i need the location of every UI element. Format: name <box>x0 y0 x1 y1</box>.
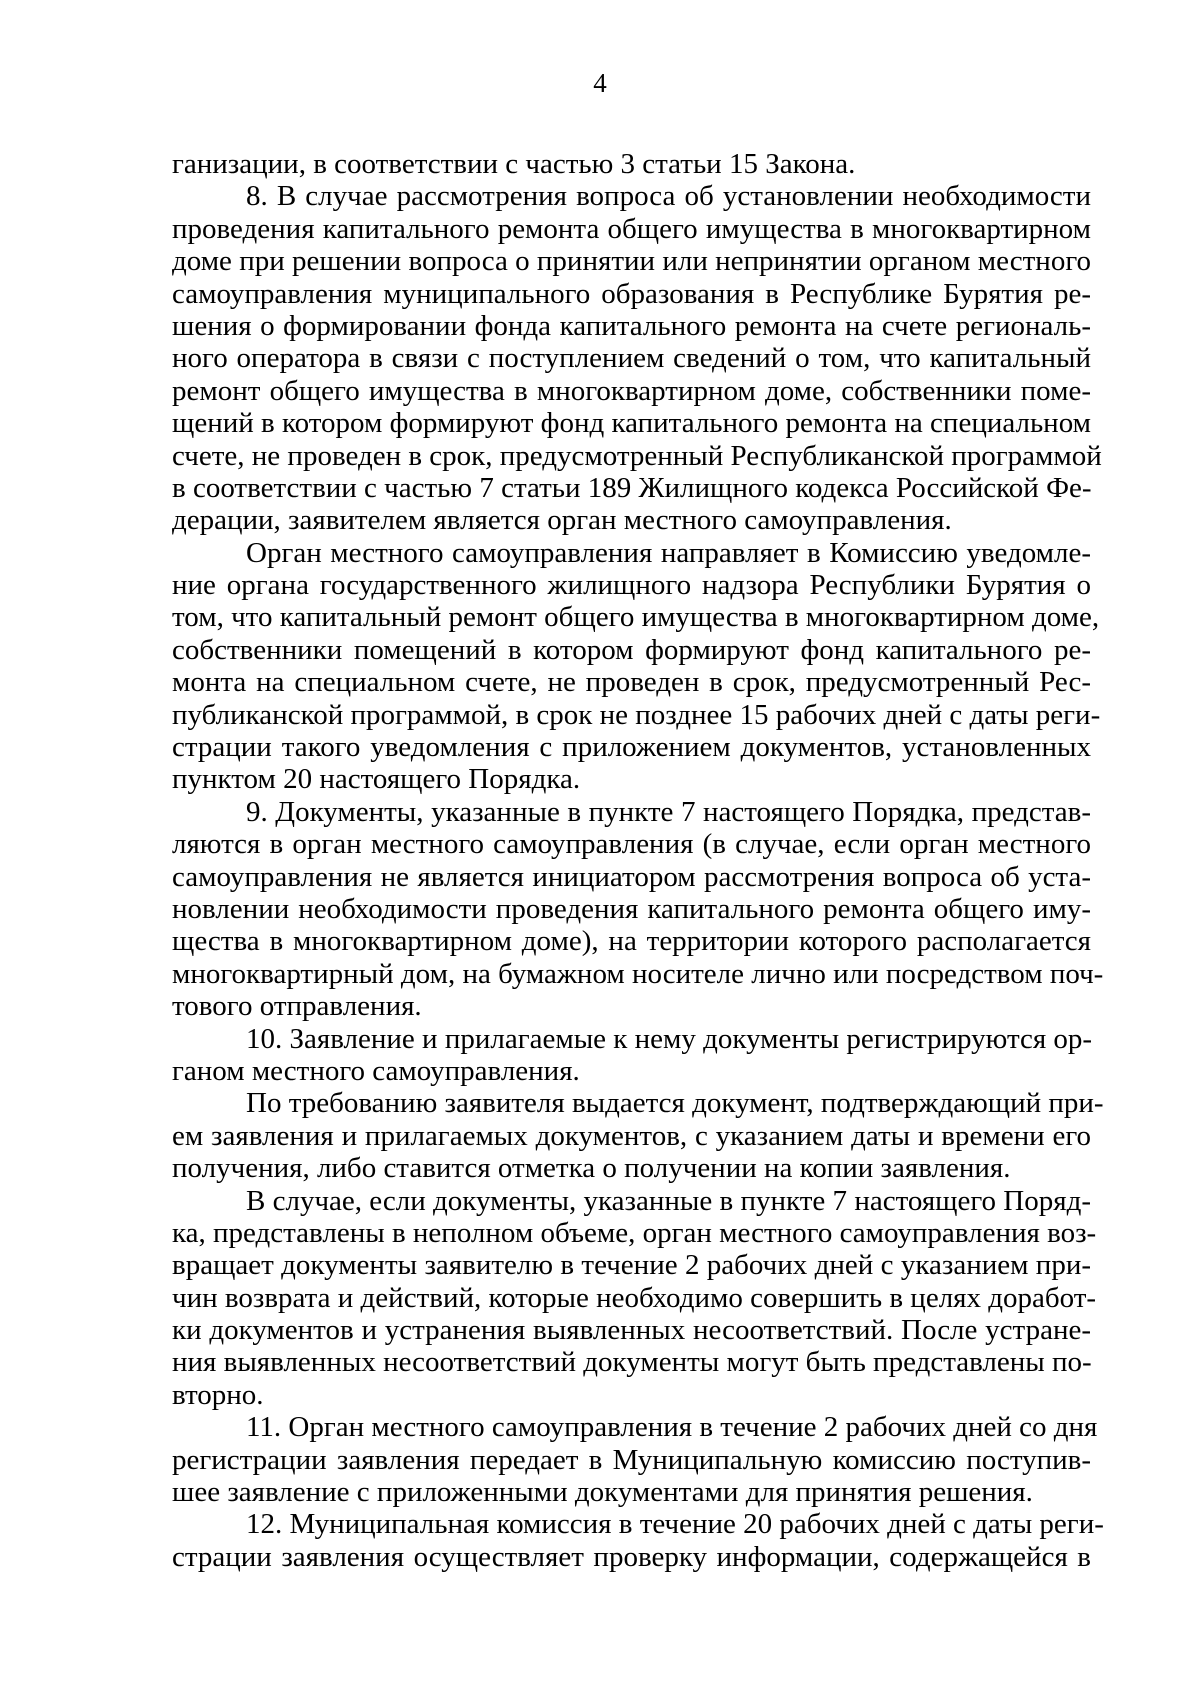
text-line: регистрации заявления передает в Муниципальную комиссию поступив- <box>172 1443 1091 1476</box>
text-line: 11. Орган местного самоуправления в течение 2 рабочих дней со дня <box>246 1411 1098 1444</box>
paragraph <box>172 1411 1098 1509</box>
text-line: самоуправления муниципального образования в Республике Бурятия ре- <box>172 277 1091 310</box>
text-line: щества в многоквартирном доме), на территории которого располагается <box>172 925 1091 958</box>
text-line: чин возврата и действий, которые необходимо совершить в целях доработ- <box>172 1281 1097 1314</box>
text-line: ганом местного самоуправления. <box>172 1054 580 1087</box>
text-line: многоквартирный дом, на бумажном носителе лично или посредством поч- <box>172 957 1104 990</box>
text-line: собственники помещений в котором формируют фонд капитального ре- <box>172 633 1091 666</box>
text-line: в соответствии с частью 7 статьи 189 Жилищного кодекса Российской Фе- <box>172 471 1092 504</box>
text-line: 12. Муниципальная комиссия в течение 20 рабочих дней с даты реги- <box>246 1508 1104 1541</box>
text-line: новлении необходимости проведения капитального ремонта общего иму- <box>172 892 1091 925</box>
text-line: 10. Заявление и прилагаемые к нему документы регистрируются ор- <box>246 1022 1093 1055</box>
text-line: ка, представлены в неполном объеме, орган местного самоуправления воз- <box>172 1216 1097 1249</box>
text-line: вторно. <box>172 1378 264 1411</box>
text-line: шения о формировании фонда капитального ремонта на счете региональ- <box>172 309 1091 342</box>
document-body <box>172 148 1104 1573</box>
paragraph <box>172 1184 1097 1412</box>
text-line: получения, либо ставится отметка о получении на копии заявления. <box>172 1152 1011 1185</box>
text-line: пунктом 20 настоящего Порядка. <box>172 763 581 796</box>
paragraph <box>172 795 1104 1023</box>
text-line: ляются в орган местного самоуправления (в случае, если орган местного <box>172 828 1091 861</box>
text-line: ремонт общего имущества в многоквартирном доме, собственники поме- <box>172 374 1091 407</box>
paragraph <box>172 1087 1104 1185</box>
text-line: 9. Документы, указанные в пункте 7 настоящего Порядка, представ- <box>246 795 1091 828</box>
text-line: ного оператора в связи с поступлением сведений о том, что капитальный <box>172 342 1091 375</box>
page-number: 4 <box>593 68 607 98</box>
text-line: монта на специальном счете, не проведен в срок, предусмотренный Рес- <box>172 666 1091 699</box>
text-line: щений в котором формируют фонд капитального ремонта на специальном <box>172 407 1091 440</box>
text-line: вращает документы заявителю в течение 2 рабочих дней с указанием при- <box>172 1249 1091 1282</box>
text-line: ки документов и устранения выявленных несоответствий. После устране- <box>172 1314 1091 1347</box>
text-line: страции такого уведомления с приложением документов, установленных <box>172 731 1091 764</box>
text-line: самоуправления не является инициатором рассмотрения вопроса об уста- <box>172 860 1091 893</box>
paragraph <box>172 148 1091 180</box>
text-line: тового отправления. <box>172 990 422 1023</box>
text-line: По требованию заявителя выдается документ, подтверждающий при- <box>246 1087 1104 1120</box>
text-line: доме при решении вопроса о принятии или непринятии органом местного <box>172 245 1091 278</box>
text-line: дерации, заявителем является орган местного самоуправления. <box>172 504 952 537</box>
text-line: ния выявленных несоответствий документы могут быть представлены по- <box>172 1346 1092 1379</box>
text-line: ганизации, в соответствии с частью 3 статьи 15 Закона. <box>172 148 856 180</box>
text-line: проведения капитального ремонта общего имущества в многоквартирном <box>172 212 1091 245</box>
paragraph <box>172 180 1102 537</box>
paragraph <box>172 1023 1091 1088</box>
text-line: 8. В случае рассмотрения вопроса об установлении необходимости <box>246 180 1091 213</box>
text-line: том, что капитальный ремонт общего имущества в многоквартирном доме, <box>172 601 1100 634</box>
text-line: Орган местного самоуправления направляет в Комиссию уведомле- <box>246 536 1091 569</box>
text-line: счете, не проведен в срок, предусмотренный Республиканской программой <box>172 439 1102 472</box>
text-line: В случае, если документы, указанные в пункте 7 настоящего Поряд- <box>246 1184 1091 1217</box>
text-line: публиканской программой, в срок не позднее 15 рабочих дней с даты реги- <box>172 698 1101 731</box>
text-line: ние органа государственного жилищного надзора Республики Бурятия о <box>172 569 1091 602</box>
paragraph <box>172 1508 1104 1573</box>
paragraph <box>172 536 1101 796</box>
text-line: страции заявления осуществляет проверку информации, содержащейся в <box>172 1540 1091 1573</box>
text-line: ем заявления и прилагаемых документов, с указанием даты и времени его <box>172 1119 1091 1152</box>
text-line: шее заявление с приложенными документами для принятия решения. <box>172 1476 1033 1509</box>
